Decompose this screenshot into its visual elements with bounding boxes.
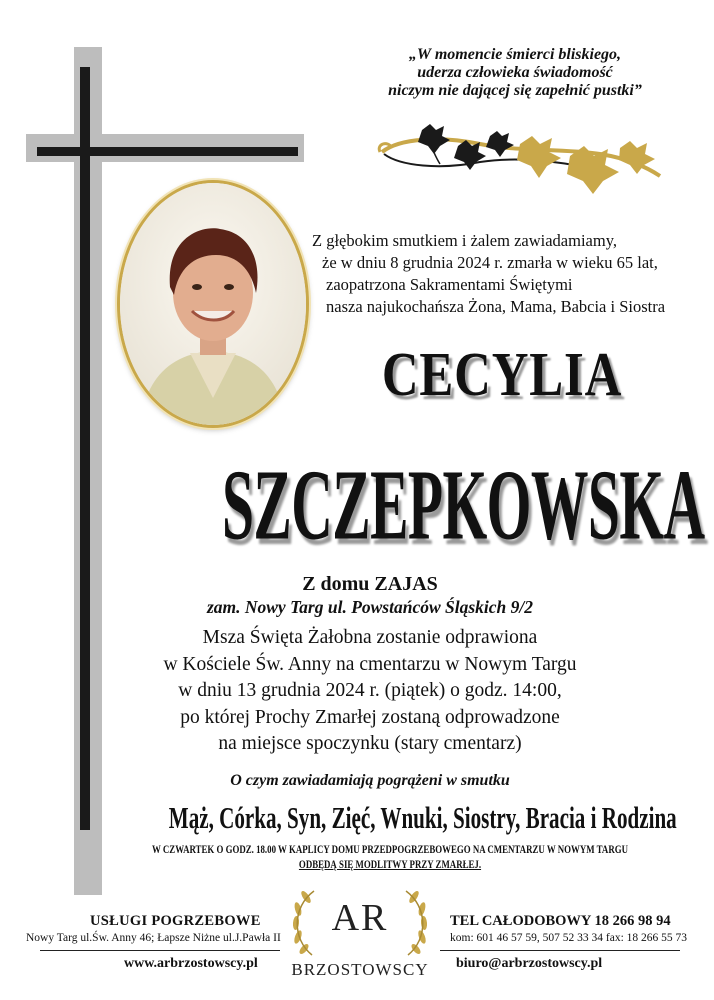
quote-line-1: „W momencie śmierci bliskiego, xyxy=(408,46,622,63)
mass-line-2: w Kościele Św. Anny na cmentarzu w Nowym Targu xyxy=(163,653,577,675)
announcement-intro xyxy=(312,230,692,318)
mass-details xyxy=(120,625,620,758)
intro-line-3: zaopatrzona Sakramentami Świętymi xyxy=(326,275,573,294)
funeral-services-title: USŁUGI POGRZEBOWE xyxy=(90,913,261,929)
logo-initials: AR xyxy=(331,897,389,939)
website-link[interactable]: www.arbrzostowscy.pl xyxy=(124,956,258,971)
memorial-quote xyxy=(330,46,700,100)
prayer-notice xyxy=(136,843,644,873)
quote-line-3: niczym nie dającej się zapełnić pustki” xyxy=(388,82,642,99)
logo-company-name: BRZOSTOWSCY xyxy=(291,960,429,979)
mourners-notice: O czym zawiadamiają pogrążeni w smutku xyxy=(230,772,510,789)
deceased-last-name: SZCZEPKOWSKA xyxy=(222,448,705,561)
mass-line-4: po której Prochy Zmarłej zostaną odprowadzone xyxy=(180,706,560,728)
ivy-leaf-ornament-icon xyxy=(370,118,670,198)
intro-line-1: Z głębokim smutkiem i żalem zawiadamiamy, xyxy=(312,231,618,250)
mass-line-1: Msza Święta Żałobna zostanie odprawiona xyxy=(202,627,538,648)
cross-icon-horizontal xyxy=(37,147,298,156)
mass-line-5: na miejsce spoczynku (stary cmentarz) xyxy=(218,733,522,754)
intro-line-4: nasza najukochańsza Żona, Mama, Babcia i Siostra xyxy=(326,297,666,316)
maiden-name: Z domu ZAJAS xyxy=(302,573,438,595)
family-list: Mąż, Córka, Syn, Zięć, Wnuki, Siostry, Bracia i Rodzina xyxy=(168,800,677,835)
portrait-photo xyxy=(117,180,309,428)
phone-24h: TEL CAŁODOBOWY 18 266 98 94 xyxy=(450,913,671,929)
funeral-services-address: Nowy Targ ul.Św. Anny 46; Łapsze Niżne ul.J.Pawła II xyxy=(26,932,281,944)
cross-icon-vertical xyxy=(80,67,90,830)
intro-line-2: że w dniu 8 grudnia 2024 r. zmarła w wieku 65 lat, xyxy=(322,253,658,272)
prayer-line-1: W CZWARTEK O GODZ. 18.00 W KAPLICY DOMU PRZEDPOGRZEBOWEGO NA CMENTARZU W NOWYM TARGU xyxy=(151,844,629,856)
prayer-line-2: ODBĘDĄ SIĘ MODLITWY PRZY ZMARŁEJ. xyxy=(298,859,482,871)
footer-divider-left xyxy=(40,950,280,951)
mobile-fax-numbers: kom: 601 46 57 59, 507 52 33 34 fax: 18 266 55 73 xyxy=(450,932,688,944)
footer-divider-right xyxy=(440,950,680,951)
residence-address: zam. Nowy Targ ul. Powstańców Śląskich 9/2 xyxy=(206,597,534,617)
deceased-first-name: CECYLIA xyxy=(381,341,623,409)
portrait-figure-icon xyxy=(120,183,306,425)
email-link[interactable]: biuro@arbrzostowscy.pl xyxy=(456,956,603,971)
quote-line-2: uderza człowieka świadomość xyxy=(417,64,613,81)
mass-line-3: w dniu 13 grudnia 2024 r. (piątek) o godz. 14:00, xyxy=(178,680,562,701)
